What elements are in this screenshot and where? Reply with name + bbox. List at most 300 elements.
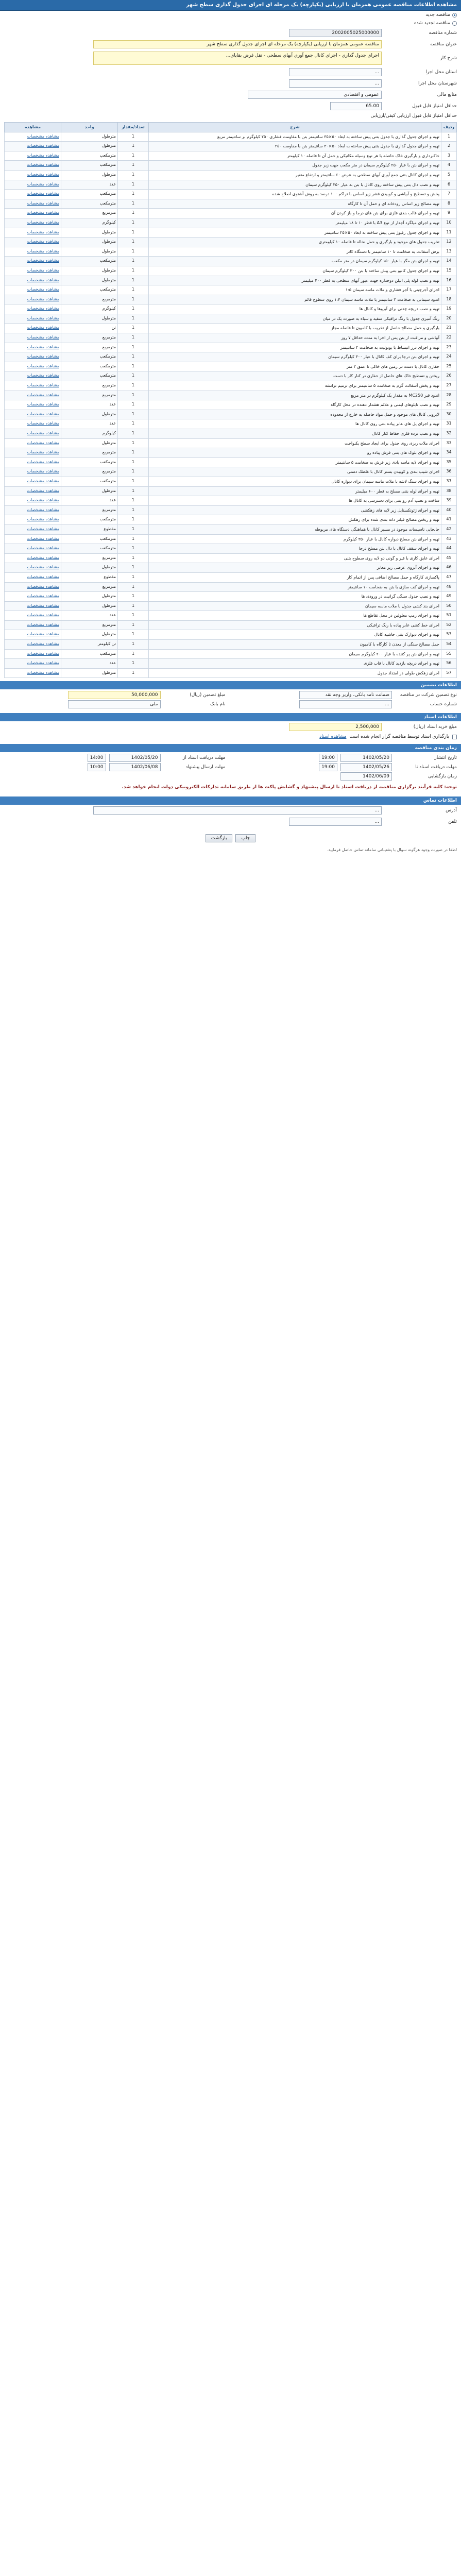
row-number-cell: 55 — [441, 649, 457, 659]
view-spec-link[interactable]: مشاهده مشخصات — [27, 660, 59, 666]
row-qty-cell: 1 — [118, 343, 149, 352]
docs-section-head: اطلاعات اسناد — [0, 713, 461, 721]
row-view-cell — [5, 467, 61, 477]
view-spec-link[interactable]: مشاهده مشخصات — [27, 603, 59, 608]
row-number-cell: 3 — [441, 151, 457, 161]
row-unit-cell: مترطول — [61, 410, 118, 419]
view-spec-link[interactable]: مشاهده مشخصات — [27, 622, 59, 627]
row-qty-cell: 1 — [118, 534, 149, 544]
docs-note-row — [0, 733, 461, 741]
back-button[interactable]: بازگشت — [206, 834, 233, 842]
doc-end-time-field: 19:00 — [319, 763, 337, 771]
notice-text: توجه: کلیه فرآیند برگزاری مناقصه از دریافت اسناد تا ارسال پیشنهاد و گشایش پاکت ها از طریق سامانه تدارکات الکترونیکی دولت انجام خواهد شد. — [122, 785, 457, 790]
row-description-cell: تهیه و اجرای درز انبساط با یونولیت به ضخامت ۲ سانتیمتر — [149, 343, 441, 352]
table-row — [5, 381, 457, 391]
row-number-cell: 21 — [441, 324, 457, 333]
row-qty-cell: 1 — [118, 170, 149, 180]
row-qty-cell: 1 — [118, 659, 149, 669]
view-spec-link[interactable]: مشاهده مشخصات — [27, 402, 59, 407]
radio-renewed-tender[interactable]: مناقصه تجدید شده — [414, 21, 457, 26]
row-unit-cell: مترمربع — [61, 553, 118, 563]
row-number-cell: 51 — [441, 611, 457, 621]
row-description-cell: اجرای زهکش طولی در امتداد جدول — [149, 668, 441, 678]
view-spec-link[interactable]: مشاهده مشخصات — [27, 498, 59, 503]
row-description-cell: برش آسفالت به ضخامت تا ۱۰ سانتیمتر با دستگاه کاتر — [149, 247, 441, 257]
table-row — [5, 276, 457, 285]
row-description-cell: تهیه و نصب تابلوهای ایمنی و علائم هشدار دهنده در محل کارگاه — [149, 400, 441, 410]
row-qty-cell: 1 — [118, 505, 149, 515]
table-row — [5, 553, 457, 563]
view-spec-link[interactable]: مشاهده مشخصات — [27, 306, 59, 311]
view-spec-link[interactable]: مشاهده مشخصات — [27, 488, 59, 493]
row-unit-cell: مترطول — [61, 601, 118, 611]
view-spec-link[interactable]: مشاهده مشخصات — [27, 431, 59, 435]
view-spec-link[interactable]: مشاهده مشخصات — [27, 392, 59, 397]
view-spec-link[interactable]: مشاهده مشخصات — [27, 229, 59, 234]
tender-type-row-2 — [0, 19, 461, 27]
row-view-cell — [5, 161, 61, 171]
view-spec-link[interactable]: مشاهده مشخصات — [27, 143, 59, 148]
row-view-cell — [5, 410, 61, 419]
view-spec-link[interactable]: مشاهده مشخصات — [27, 584, 59, 589]
row-unit-cell: مترمکعب — [61, 477, 118, 486]
row-qty-cell: 1 — [118, 668, 149, 678]
row-number-cell: 45 — [441, 553, 457, 563]
view-spec-link[interactable]: مشاهده مشخصات — [27, 632, 59, 637]
view-spec-link[interactable]: مشاهده مشخصات — [27, 594, 59, 599]
row-qty-cell: 1 — [118, 132, 149, 142]
row-view-cell — [5, 563, 61, 573]
row-number-cell: 39 — [441, 496, 457, 506]
view-spec-link[interactable]: مشاهده مشخصات — [27, 613, 59, 618]
row-qty-cell: 1 — [118, 314, 149, 324]
view-spec-link[interactable]: مشاهده مشخصات — [27, 546, 59, 551]
row-unit-cell: عدد — [61, 419, 118, 429]
row-description-cell: اجرای آجرچینی با آجر فشاری و ملات ماسه سیمان ۱:۵ — [149, 285, 441, 295]
view-spec-link[interactable]: مشاهده مشخصات — [27, 411, 59, 416]
table-row — [5, 515, 457, 525]
row-unit-cell: مترمکعب — [61, 257, 118, 266]
radio-dot[interactable] — [452, 21, 457, 26]
row-description-cell: اجرای ملات ریزی روی جدول برای ایجاد سطح یکنواخت — [149, 438, 441, 448]
view-spec-link[interactable]: مشاهده مشخصات — [27, 478, 59, 483]
table-row — [5, 601, 457, 611]
row-view-cell — [5, 238, 61, 247]
row-number-cell: 56 — [441, 659, 457, 669]
col-number: ردیف — [441, 123, 457, 132]
view-spec-link[interactable]: مشاهده مشخصات — [27, 344, 59, 349]
table-row — [5, 391, 457, 400]
view-spec-link[interactable]: مشاهده مشخصات — [27, 191, 59, 196]
row-view-cell — [5, 457, 61, 467]
view-spec-link[interactable]: مشاهده مشخصات — [27, 373, 59, 378]
row-unit-cell: مترطول — [61, 563, 118, 573]
quality-score-field: 65.00 — [330, 102, 382, 110]
row-number-cell: 44 — [441, 544, 457, 554]
row-qty-cell: 1 — [118, 190, 149, 199]
row-description-cell: خاکبرداری و بارگیری خاک حاصله با هر نوع وسیله مکانیکی و حمل آن تا فاصله ۱۰ کیلومتر — [149, 151, 441, 161]
row-qty-cell: 1 — [118, 553, 149, 563]
radio-new-tender[interactable]: مناقصه جدید — [425, 12, 457, 18]
row-number-cell: 24 — [441, 352, 457, 362]
row-unit-cell: مترمکعب — [61, 515, 118, 525]
row-qty-cell: 1 — [118, 391, 149, 400]
row-number-cell: 53 — [441, 630, 457, 640]
row-view-cell — [5, 438, 61, 448]
row-qty-cell: 1 — [118, 238, 149, 247]
view-spec-link[interactable]: مشاهده مشخصات — [27, 536, 59, 541]
table-row — [5, 620, 457, 630]
view-spec-link[interactable]: مشاهده مشخصات — [27, 210, 59, 215]
row-number-cell: 54 — [441, 640, 457, 650]
view-spec-link[interactable]: مشاهده مشخصات — [27, 574, 59, 579]
row-view-cell — [5, 649, 61, 659]
row-unit-cell: عدد — [61, 659, 118, 669]
row-qty-cell: 1 — [118, 324, 149, 333]
view-spec-link[interactable]: مشاهده مشخصات — [27, 172, 59, 177]
row-qty-cell: 1 — [118, 524, 149, 534]
row-qty-cell: 1 — [118, 276, 149, 285]
row-description-cell: پخش و تسطیح و آبپاشی و کوبیدن قشر زیر اساس با تراکم ۱۰۰ درصد به روش آشتوی اصلاح شده — [149, 190, 441, 199]
row-qty-cell: 1 — [118, 180, 149, 190]
view-spec-link[interactable]: مشاهده مشخصات — [27, 526, 59, 531]
row-number-cell: 47 — [441, 572, 457, 582]
docs-uploaded-checkbox[interactable] — [452, 735, 457, 739]
table-row — [5, 419, 457, 429]
row-unit-cell: مترطول — [61, 630, 118, 640]
row-qty-cell: 1 — [118, 381, 149, 391]
row-qty-cell: 1 — [118, 601, 149, 611]
row-view-cell — [5, 544, 61, 554]
row-description-cell: تهیه و اجرای بتن درجا برای کف کانال با عیار ۳۰۰ کیلوگرم سیمان — [149, 352, 441, 362]
row-description-cell: تهیه و اجرای پل های عابر پیاده بتنی روی کانال ها — [149, 419, 441, 429]
row-view-cell — [5, 592, 61, 602]
view-spec-link[interactable]: مشاهده مشخصات — [27, 239, 59, 244]
col-unit: واحد — [61, 123, 118, 132]
row-description-cell: تهیه و اجرای لوله بتنی مسلح به قطر ۶۰۰ میلیمتر — [149, 486, 441, 496]
row-view-cell — [5, 295, 61, 304]
guarantee-bank-pair: نام بانک ملی — [4, 700, 226, 708]
row-number-cell: 7 — [441, 190, 457, 199]
table-row — [5, 151, 457, 161]
view-spec-link[interactable]: مشاهده مشخصات — [27, 670, 59, 675]
radio-dot[interactable] — [452, 13, 457, 18]
row-number-cell: 33 — [441, 438, 457, 448]
table-row — [5, 477, 457, 486]
row-qty-cell: 1 — [118, 649, 149, 659]
view-spec-link[interactable]: مشاهده مشخصات — [27, 440, 59, 445]
row-description-cell: تهیه و پخش آسفالت گرم به ضخامت ۵ سانتیمتر برای ترمیم ترانشه — [149, 381, 441, 391]
row-qty-cell: 1 — [118, 209, 149, 218]
offer-end-pair: مهلت ارسال پیشنهاد 1402/06/08 10:00 — [4, 763, 226, 771]
row-description-cell: تهیه و نصب دریچه چدنی برای آبروها و کانال ها — [149, 304, 441, 314]
row-view-cell — [5, 190, 61, 199]
row-number-cell: 38 — [441, 486, 457, 496]
row-description-cell: تهیه و اجرای بتن پر کننده با عیار ۲۰۰ کیلوگرم سیمان — [149, 649, 441, 659]
view-spec-link[interactable]: مشاهده مشخصات — [27, 162, 59, 167]
row-view-cell — [5, 257, 61, 266]
view-spec-link[interactable]: مشاهده مشخصات — [27, 200, 59, 206]
table-row — [5, 572, 457, 582]
row-view-cell — [5, 391, 61, 400]
row-number-cell: 14 — [441, 257, 457, 266]
row-description-cell: تهیه و اجرای سقف کانال با دال بتن مسلح درجا — [149, 544, 441, 554]
row-view-cell — [5, 582, 61, 592]
row-qty-cell: 1 — [118, 448, 149, 458]
city-row: شهرستان محل اجرا ... — [0, 78, 461, 89]
row-description-cell: ساخت و نصب آدم رو بتنی برای دسترسی به کانال ها — [149, 496, 441, 506]
row-number-cell: 16 — [441, 276, 457, 285]
view-spec-link[interactable]: مشاهده مشخصات — [27, 152, 59, 158]
row-description-cell: لایروبی کانال های موجود و حمل مواد حاصله به خارج از محدوده — [149, 410, 441, 419]
row-qty-cell: 1 — [118, 295, 149, 304]
table-row — [5, 170, 457, 180]
row-qty-cell: 1 — [118, 592, 149, 602]
row-view-cell — [5, 142, 61, 151]
row-number-cell: 26 — [441, 371, 457, 381]
view-spec-link[interactable]: مشاهده مشخصات — [27, 258, 59, 263]
row-unit-cell: مترمکعب — [61, 199, 118, 209]
table-row — [5, 630, 457, 640]
row-unit-cell: مترطول — [61, 668, 118, 678]
row-number-cell: 42 — [441, 524, 457, 534]
view-spec-link[interactable]: مشاهده مشخصات — [27, 219, 59, 225]
row-qty-cell: 1 — [118, 228, 149, 238]
row-number-cell: 15 — [441, 266, 457, 276]
row-view-cell — [5, 381, 61, 391]
row-qty-cell: 1 — [118, 429, 149, 439]
page-title: مشاهده اطلاعات مناقصه عمومی همزمان با ارزیابی (یکپارچه) یک مرحله ای اجرای جدول گذاری سطح شهر — [0, 0, 461, 11]
city-field: ... — [289, 79, 382, 88]
view-spec-link[interactable]: مشاهده مشخصات — [27, 383, 59, 388]
row-view-cell — [5, 429, 61, 439]
row-description-cell: تهیه و اجرای جدول گذاری با جدول بتنی پیش ساخته به ابعاد ۵۰×۳۵ سانتیمتر بتن با مقاومت فشاری ۲۵۰ کیلوگرم بر سانتیمتر مربع — [149, 132, 441, 142]
table-row — [5, 228, 457, 238]
actions-row — [0, 833, 461, 844]
table-row — [5, 640, 457, 650]
view-spec-link[interactable]: مشاهده مشخصات — [27, 641, 59, 647]
row-description-cell: پاکسازی کارگاه و حمل مصالح اضافی پس از اتمام کار — [149, 572, 441, 582]
table-row — [5, 524, 457, 534]
row-unit-cell: مترمکعب — [61, 457, 118, 467]
row-unit-cell: مترمکعب — [61, 544, 118, 554]
row-view-cell — [5, 304, 61, 314]
row-description-cell: تخریب جدول های موجود و بارگیری و حمل نخاله تا فاصله ۱۰ کیلومتری — [149, 238, 441, 247]
col-description: شرح — [149, 123, 441, 132]
row-unit-cell: مترطول — [61, 276, 118, 285]
row-description-cell: تهیه مصالح زیر اساس رودخانه ای و حمل آن تا کارگاه — [149, 199, 441, 209]
table-row — [5, 457, 457, 467]
row-view-cell — [5, 419, 61, 429]
row-number-cell: 20 — [441, 314, 457, 324]
row-unit-cell: مترمربع — [61, 391, 118, 400]
doc-start-date-field: 1402/05/20 — [109, 754, 161, 762]
view-spec-link[interactable]: مشاهده مشخصات — [27, 315, 59, 320]
row-description-cell: اندود قیر MC250 به مقدار یک کیلوگرم در متر مربع — [149, 391, 441, 400]
row-unit-cell: مترطول — [61, 438, 118, 448]
quality-row: حداقل امتیاز قابل قبول 65.00 — [0, 100, 461, 112]
row-view-cell — [5, 247, 61, 257]
eval-note: حداقل امتیاز قابل قبول ارزیابی کیفی/ارزیابی — [370, 113, 457, 118]
view-spec-link[interactable]: مشاهده مشخصات — [27, 354, 59, 359]
guarantee-amount-pair: مبلغ تضمین (ریال) 50,000,000 — [4, 691, 226, 699]
row-unit-cell: کیلوگرم — [61, 429, 118, 439]
row-view-cell — [5, 285, 61, 295]
row-unit-cell: مترمکعب — [61, 534, 118, 544]
view-spec-link[interactable]: مشاهده مشخصات — [27, 335, 59, 340]
phone-row: تلفن ... — [0, 816, 461, 827]
view-spec-link[interactable]: مشاهده مشخصات — [27, 517, 59, 522]
view-spec-link[interactable]: مشاهده مشخصات — [27, 296, 59, 301]
view-spec-link[interactable]: مشاهده مشخصات — [27, 363, 59, 368]
view-spec-link[interactable]: مشاهده مشخصات — [27, 450, 59, 455]
offer-end-time-field: 10:00 — [88, 763, 106, 771]
row-number-cell: 57 — [441, 668, 457, 678]
row-qty-cell: 1 — [118, 266, 149, 276]
table-row — [5, 333, 457, 343]
row-description-cell: تهیه و نصب لوله پلی اتیلن دوجداره جهت عبور آبهای سطحی به قطر ۴۰۰ میلیمتر — [149, 276, 441, 285]
row-description-cell: جابجایی تاسیسات موجود در مسیر کانال با هماهنگی دستگاه های مربوطه — [149, 524, 441, 534]
table-row — [5, 467, 457, 477]
row-number-cell: 5 — [441, 170, 457, 180]
print-button[interactable]: چاپ — [235, 834, 255, 842]
row-view-cell — [5, 640, 61, 650]
row-unit-cell: مترطول — [61, 238, 118, 247]
publish-time-field: 19:00 — [319, 754, 337, 762]
row-number-cell: 17 — [441, 285, 457, 295]
view-spec-link[interactable]: مشاهده مشخصات — [27, 507, 59, 512]
view-spec-link[interactable]: مشاهده مشخصات — [27, 248, 59, 253]
row-unit-cell: مقطوع — [61, 524, 118, 534]
row-unit-cell: عدد — [61, 611, 118, 621]
row-unit-cell: کیلوگرم — [61, 218, 118, 228]
row-qty-cell: 1 — [118, 630, 149, 640]
view-spec-link[interactable]: مشاهده مشخصات — [27, 133, 59, 139]
row-view-cell — [5, 534, 61, 544]
row-qty-cell: 1 — [118, 467, 149, 477]
row-view-cell — [5, 524, 61, 534]
table-row — [5, 238, 457, 247]
row-number-cell: 9 — [441, 209, 457, 218]
view-spec-link[interactable]: مشاهده مشخصات — [27, 565, 59, 570]
row-qty-cell: 1 — [118, 142, 149, 151]
row-view-cell — [5, 343, 61, 352]
row-qty-cell: 1 — [118, 371, 149, 381]
title-row: عنوان مناقصه مناقصه عمومی همزمان با ارزیابی (یکپارچه) یک مرحله ای اجرای جدول گذاری سطح شهر — [0, 39, 461, 50]
row-number-cell: 2 — [441, 142, 457, 151]
row-unit-cell: مترمربع — [61, 448, 118, 458]
view-spec-link[interactable]: مشاهده مشخصات — [27, 555, 59, 560]
row-view-cell — [5, 314, 61, 324]
table-row — [5, 266, 457, 276]
view-spec-link[interactable]: مشاهده مشخصات — [27, 421, 59, 426]
row-number-cell: 49 — [441, 592, 457, 602]
row-description-cell: تهیه و نصب دال بتنی پیش ساخته روی کانال با بتن به عیار ۳۵۰ کیلوگرم سیمان — [149, 180, 441, 190]
view-spec-link[interactable]: مشاهده مشخصات — [27, 267, 59, 273]
row-qty-cell: 1 — [118, 572, 149, 582]
view-spec-link[interactable]: مشاهده مشخصات — [27, 651, 59, 656]
view-spec-link[interactable]: مشاهده مشخصات — [27, 459, 59, 464]
row-view-cell — [5, 362, 61, 371]
table-row — [5, 285, 457, 295]
row-unit-cell: مترمکعب — [61, 362, 118, 371]
row-unit-cell: تن کیلومتر — [61, 640, 118, 650]
view-spec-link[interactable]: مشاهده مشخصات — [27, 181, 59, 187]
row-view-cell — [5, 180, 61, 190]
row-view-cell — [5, 553, 61, 563]
row-number-cell: 10 — [441, 218, 457, 228]
row-view-cell — [5, 477, 61, 486]
row-number-cell: 50 — [441, 601, 457, 611]
row-description-cell: تهیه و اجرای آبروی عرضی زیر معابر — [149, 563, 441, 573]
table-row — [5, 257, 457, 266]
view-spec-link[interactable]: مشاهده مشخصات — [27, 287, 59, 292]
row-description-cell: تهیه و اجرای میلگرد آجدار از نوع A3 با قطر ۱۰ تا ۱۸ میلیمتر — [149, 218, 441, 228]
row-number-cell: 23 — [441, 343, 457, 352]
row-unit-cell: مترمربع — [61, 343, 118, 352]
row-number-cell: 11 — [441, 228, 457, 238]
row-description-cell: تهیه و اجرای بتن مسلح دیواره کانال با عیار ۳۵۰ کیلوگرم — [149, 534, 441, 544]
row-number-cell: 29 — [441, 400, 457, 410]
guarantee-account-pair: شماره حساب ... — [236, 700, 457, 708]
row-view-cell — [5, 611, 61, 621]
row-unit-cell: مترطول — [61, 247, 118, 257]
guarantee-amount-field: 50,000,000 — [68, 691, 161, 699]
row-description-cell: تهیه و اجرای دریچه بازدید کانال با قاب فلزی — [149, 659, 441, 669]
row-number-cell: 4 — [441, 161, 457, 171]
row-view-cell — [5, 505, 61, 515]
work-row: شرح کار اجرای جدول گذاری - اجرای کانال جمع آوری آبهای سطحی - نقل قرض بقایای... — [0, 50, 461, 66]
row-description-cell: تهیه و اجرای جدول رفیوژ بتنی پیش ساخته به ابعاد ۵۰×۲۵ سانتیمتر — [149, 228, 441, 238]
row-unit-cell: مترمکعب — [61, 151, 118, 161]
eval-note-row — [0, 112, 461, 120]
row-unit-cell: مترطول — [61, 592, 118, 602]
footer-note: لطفا در صورت وجود هرگونه سوال با پشتیبانی سامانه تماس حاصل فرمایید. — [327, 847, 457, 852]
view-spec-link[interactable]: مشاهده مشخصات — [27, 469, 59, 474]
row-number-cell: 27 — [441, 381, 457, 391]
table-row — [5, 161, 457, 171]
row-number-cell: 52 — [441, 620, 457, 630]
bank-name-field: ملی — [68, 700, 161, 708]
guarantee-grid — [0, 689, 461, 710]
row-unit-cell: مترطول — [61, 228, 118, 238]
row-unit-cell: مترطول — [61, 142, 118, 151]
row-number-cell: 35 — [441, 457, 457, 467]
tender-number-row: شماره مناقصه 2002005025000000 — [0, 27, 461, 39]
view-spec-link[interactable]: مشاهده مشخصات — [27, 277, 59, 282]
row-number-cell: 37 — [441, 477, 457, 486]
row-description-cell: اجرای خط کشی عابر پیاده با رنگ ترافیکی — [149, 620, 441, 630]
row-description-cell: اجرای بند کشی جدول با ملات ماسه سیمان — [149, 601, 441, 611]
address-field: ... — [93, 806, 382, 815]
row-view-cell — [5, 199, 61, 209]
table-row — [5, 295, 457, 304]
row-unit-cell: کیلوگرم — [61, 304, 118, 314]
col-qty: تعداد/مقدار — [118, 123, 149, 132]
row-view-cell — [5, 486, 61, 496]
table-row — [5, 649, 457, 659]
row-unit-cell: تن — [61, 324, 118, 333]
row-unit-cell: مترطول — [61, 132, 118, 142]
view-docs-link[interactable]: مشاهده اسناد — [319, 734, 347, 740]
province-row: استان محل اجرا ... — [0, 66, 461, 78]
table-row — [5, 400, 457, 410]
table-row — [5, 180, 457, 190]
row-description-cell: تهیه و نصب جدول سنگی گرانیت در ورودی ها — [149, 592, 441, 602]
table-row — [5, 304, 457, 314]
view-spec-link[interactable]: مشاهده مشخصات — [27, 325, 59, 330]
province-field: ... — [289, 68, 382, 76]
